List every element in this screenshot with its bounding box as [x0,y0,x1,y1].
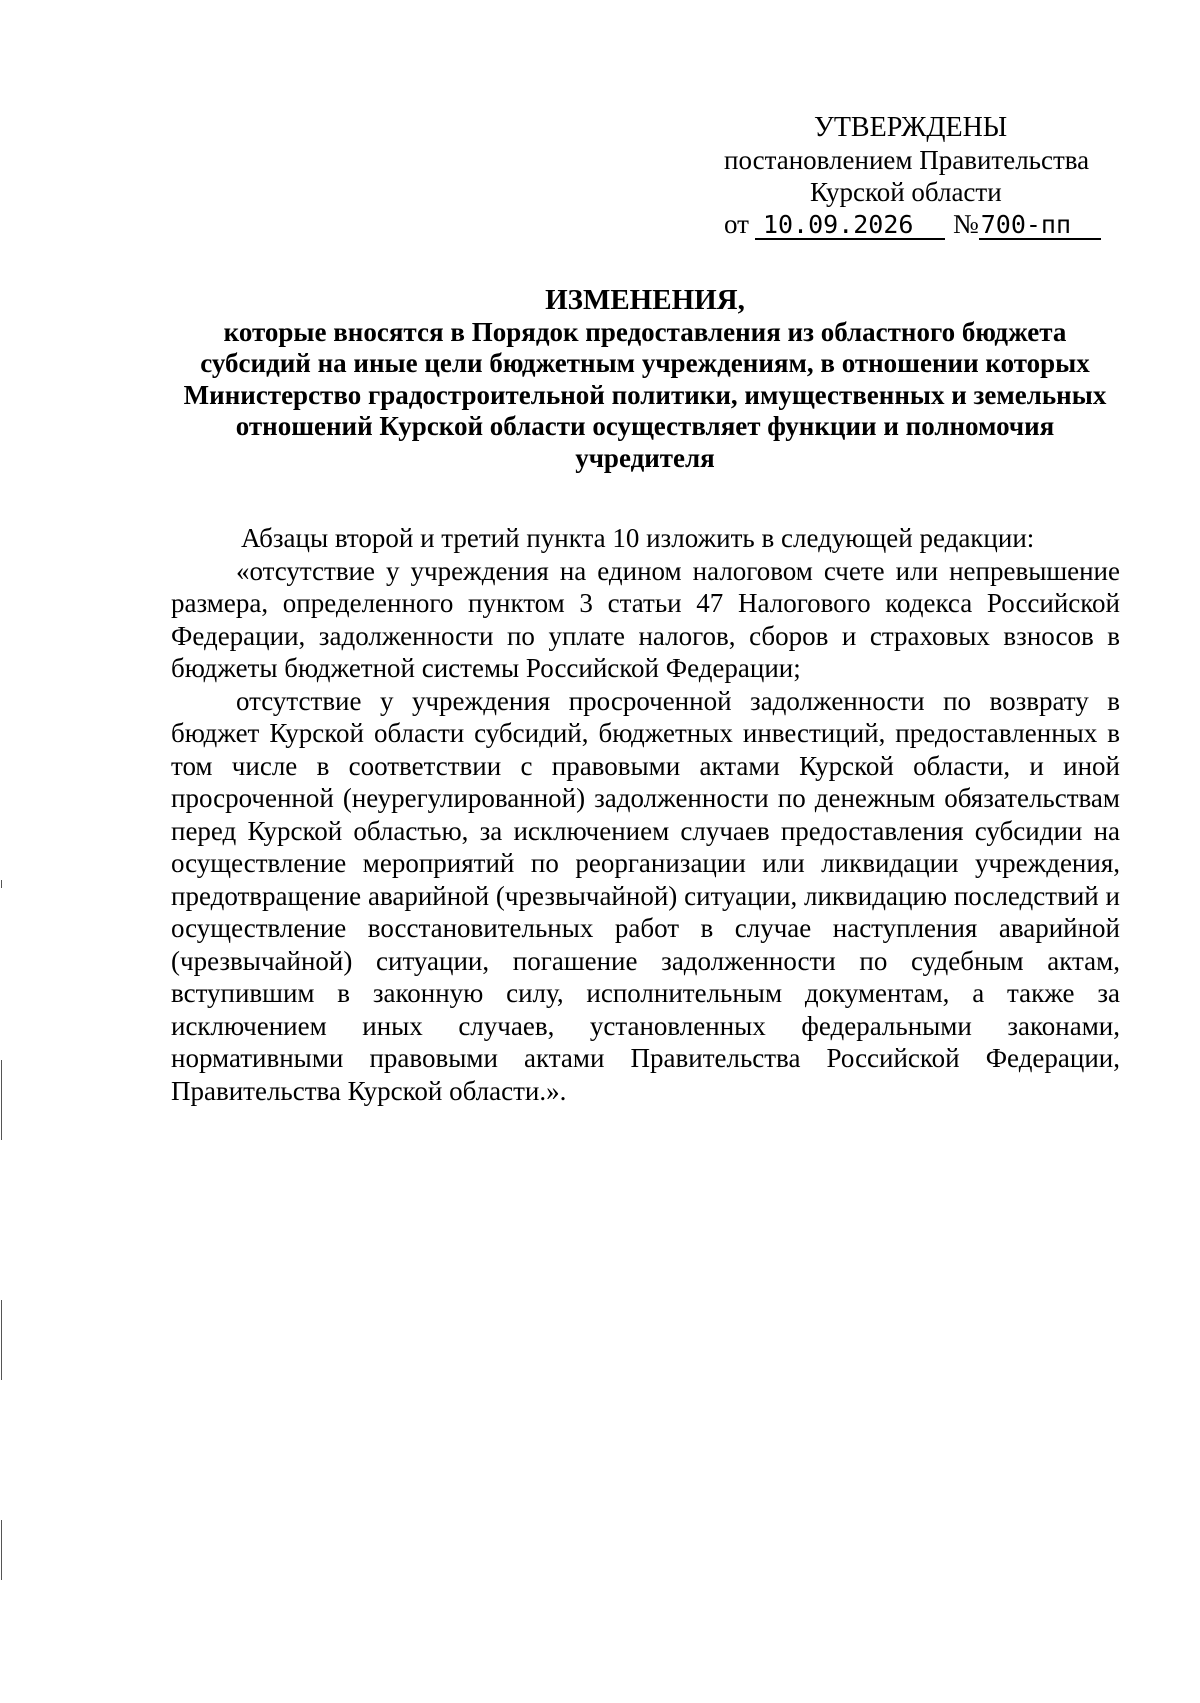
heading-title: ИЗМЕНЕНИЯ, [545,284,745,316]
scan-mark [1,1300,2,1380]
approval-region-line: Курской области [810,177,1002,207]
body-paragraph-1: «отсутствие у учреждения на едином налоговом счете или непревышение размера, определенного пунктом 3 статьи 47 Налогового кодекса Российской Федерации, задолженности по уплате налогов, сборов и страховых взносов в бюджеты бюджетной системы Российской Федерации; [171,555,1120,683]
scan-mark [1,1520,2,1580]
approval-date: 10.09.2026 [755,212,945,240]
date-label: от [724,209,749,239]
body-paragraph-2: отсутствие у учреждения просроченной задолженности по возврату в бюджет Курской области субсидий, бюджетных инвестиций, предоставленных в том числе в соответствии с правовыми актами Курской области, и иной просроченной (неурегулированной) задолженности по денежным обязательствам перед Курской областью, за исключением случаев предоставления субсидии на осуществление мероприятий по реорганизации или ликвидации учреждения, предотвращение аварийной (чрезвычайной) ситуации, ликвидацию последствий и осуществление восстановительных работ в случае наступления аварийной (чрезвычайной) ситуации, погашение задолженности по судебным актам, вступившим в законную силу, исполнительным документам, а также за исключением иных случаев, установленных федеральными законами, нормативными правовыми актами Правительства Российской Федерации, Правительства Курской области.». [171,685,1120,1106]
approval-stamp-block [700,112,1120,240]
body-intro: Абзацы второй и третий пункта 10 изложить в следующей редакции: [241,523,1035,553]
approval-date-number-line [700,208,1120,240]
approval-resolution-line: постановлением Правительства [724,145,1090,175]
scan-mark [1,880,2,888]
approval-number: 700-пп [979,212,1101,240]
heading-subtitle: которые вносятся в Порядок предоставления из областного бюджета субсидий на иные цели бюджетным учреждениям, в отношении которых Министерство градостроительной политики, имущественных и земельных отношений Курской области осуществляет функции и полномочия учредителя [183,316,1107,473]
document-body [171,522,1120,1107]
scan-mark [1,1060,2,1140]
approval-title: УТВЕРЖДЕНЫ [814,112,1008,143]
document-heading [168,285,1122,475]
number-label: № [952,209,979,239]
